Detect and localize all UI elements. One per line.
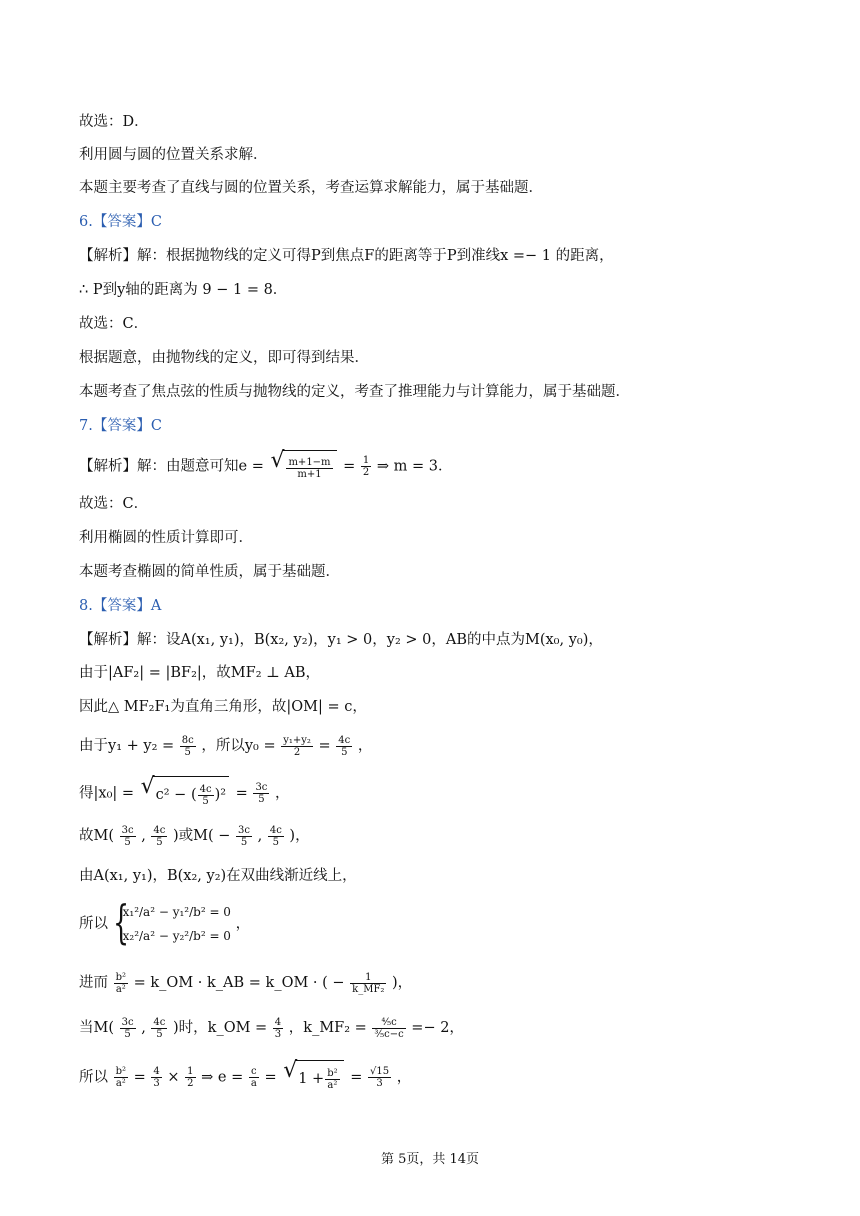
denominator: a [250,1078,257,1089]
denominator: 2 [293,746,301,758]
formula-text: = [343,458,356,475]
formula-text: = [133,1069,146,1086]
formula-text: ，k_MF₂ = [288,1020,367,1036]
numerator: 4c [153,1016,166,1028]
numerator: 4c [153,824,166,836]
formula-text: ⇒ m = 3． [376,458,453,475]
equation-system-line [79,895,251,950]
denominator: m+1 [297,468,322,480]
formula-text: 当M( [79,1020,115,1036]
formula-text: ⇒ e = [201,1069,244,1086]
formula-text: , [141,1020,146,1036]
denominator: 5 [258,794,265,805]
numerator: 4c [199,783,212,795]
formula-line [79,968,412,998]
denominator: k_MF₂ [352,983,385,995]
text-line: 故选：C． [79,496,149,512]
equation-row: x₁²/a² − y₁²/b² = 0 [122,905,231,919]
equation-row: x₂²/a² − y₂²/b² = 0 [122,929,231,943]
text-line: 故选：C． [79,316,149,332]
formula-line [79,732,372,760]
formula-text: ， [357,738,373,754]
numerator: m+1−m [288,456,331,468]
numerator: 3c [121,824,134,836]
formula-text: )时，k_OM = [173,1020,268,1036]
numerator: 3c [121,1016,134,1028]
denominator: 5 [240,836,248,848]
formula-text: )或M( − [173,828,231,844]
numerator: 4c [269,824,282,836]
numerator: 4 [274,1016,282,1028]
formula-text: 1 + [298,1071,325,1087]
text-line: 利用圆与圆的位置关系求解． [79,147,268,163]
formula-text: , [257,828,263,844]
numerator: 1 [350,972,386,984]
text-line: 因此△ MF₂F₁为直角三角形，故|OM| = c， [79,699,367,715]
answer-heading-7: 7.【答案】C [79,418,162,434]
numerator: 4c [338,734,351,746]
formula-text: 所以 [79,1069,108,1086]
denominator: 3 [153,1078,160,1089]
text-line: 由于|AF₂| = |BF₂|，故MF₂ ⊥ AB， [79,665,320,681]
text-line: 利用椭圆的性质计算即可． [79,530,253,546]
formula-line [79,1060,411,1095]
text-line: 本题主要考查了直线与圆的位置关系，考查运算求解能力，属于基础题． [79,180,543,196]
analysis-line-formula [79,450,453,483]
numerator: 1 [187,1066,194,1077]
formula-line [79,1012,464,1044]
sqrt-expression: √ $\frac{m+1-m}{m+1}$ [270,450,336,483]
formula-line [79,822,310,850]
numerator: y₁+y₂ [283,734,311,746]
formula-text: 由于y₁ + y₂ = [79,738,175,754]
formula-text: ， [235,916,251,932]
answer-heading-8: 8.【答案】A [79,598,162,614]
formula-text: 【解析】解：由题意可知e = [79,458,264,475]
denominator: 2 [362,467,370,478]
formula-text: = [350,1069,363,1086]
denominator: 5 [124,1028,131,1040]
numerator: c [249,1066,259,1078]
denominator: 5 [156,836,163,848]
formula-text: , [141,828,146,844]
formula-line [79,776,290,811]
formula-text: 所以 [79,916,108,932]
formula-text: × [167,1069,180,1086]
sqrt-expression: √ 1 + $\frac{\text{b²}}{\text{a²}}$ [283,1060,343,1095]
formula-text: =− 2， [411,1020,464,1036]
numerator: √15 [369,1066,390,1077]
formula-text: 得|x₀| = [79,785,135,802]
denominator: 2 [187,1078,194,1089]
denominator: 5 [124,836,131,848]
sqrt-expression: √ c² − ( $\frac{4c}{5}$ )² [141,776,229,811]
denominator: 3 [274,1028,282,1040]
numerator: 3c [238,824,250,836]
formula-text: )² [214,787,227,803]
formula-text: = [264,1069,277,1086]
denominator: 5 [341,746,348,758]
analysis-line: 【解析】解：根据抛物线的定义可得P到焦点F的距离等于P到准线x =− 1 的距离， [79,248,614,264]
numerator: b² [115,971,127,983]
numerator: 3c [255,782,268,793]
formula-text: 故M( [79,828,115,844]
formula-text: = [318,738,331,754]
denominator: ³⁄₅c−c [374,1028,404,1040]
text-line: 本题考查椭圆的简单性质，属于基础题． [79,564,340,580]
denominator: 3 [376,1078,383,1089]
denominator: 5 [156,1028,163,1040]
denominator: 5 [184,746,191,758]
page-footer: 第 5页，共 14页 [380,1152,480,1167]
formula-text: ， [396,1069,412,1086]
answer-heading-6: 6.【答案】C [79,214,162,230]
text-line: 本题考查了焦点弦的性质与抛物线的定义，考查了推理能力与计算能力，属于基础题． [79,384,630,400]
formula-text: = [235,785,248,802]
analysis-line: 【解析】解：设A(x₁, y₁)，B(x₂, y₂)，y₁ > 0，y₂ > 0，AB的中点为M(x₀, y₀)， [79,632,603,648]
formula-text: ，所以y₀ = [201,738,276,754]
text-line: 故选：D． [79,114,149,130]
numerator: 8c [181,734,194,746]
formula-text: )， [392,975,413,991]
denominator: 5 [272,836,279,848]
formula-text: c² − ( [155,787,197,803]
text-line: 根据题意，由抛物线的定义，即可得到结果． [79,350,369,366]
formula-text: ， [275,785,290,802]
numerator: ⁴⁄₅c [372,1017,405,1029]
numerator: 4 [153,1066,160,1077]
numerator: 1 [362,455,370,466]
formula-text: 进而 [79,975,108,991]
text-line: 由A(x₁, y₁)，B(x₂, y₂)在双曲线渐近线上， [79,868,357,884]
denominator: a² [115,983,126,995]
denominator: a² [327,1079,338,1091]
denominator: 5 [202,795,209,807]
numerator: b² [327,1067,338,1079]
text-line: ∴ P到y轴的距离为 9 − 1 = 8． [79,282,288,298]
numerator: b² [115,1066,127,1077]
formula-text: )， [289,828,310,844]
denominator: a² [115,1078,126,1089]
equation-system: { x₁²/a² − y₁²/b² = 0 x₂²/a² − y₂²/b² = 0 [112,895,231,949]
formula-text: = k_OM · k_AB = k_OM · ( − [133,975,345,991]
